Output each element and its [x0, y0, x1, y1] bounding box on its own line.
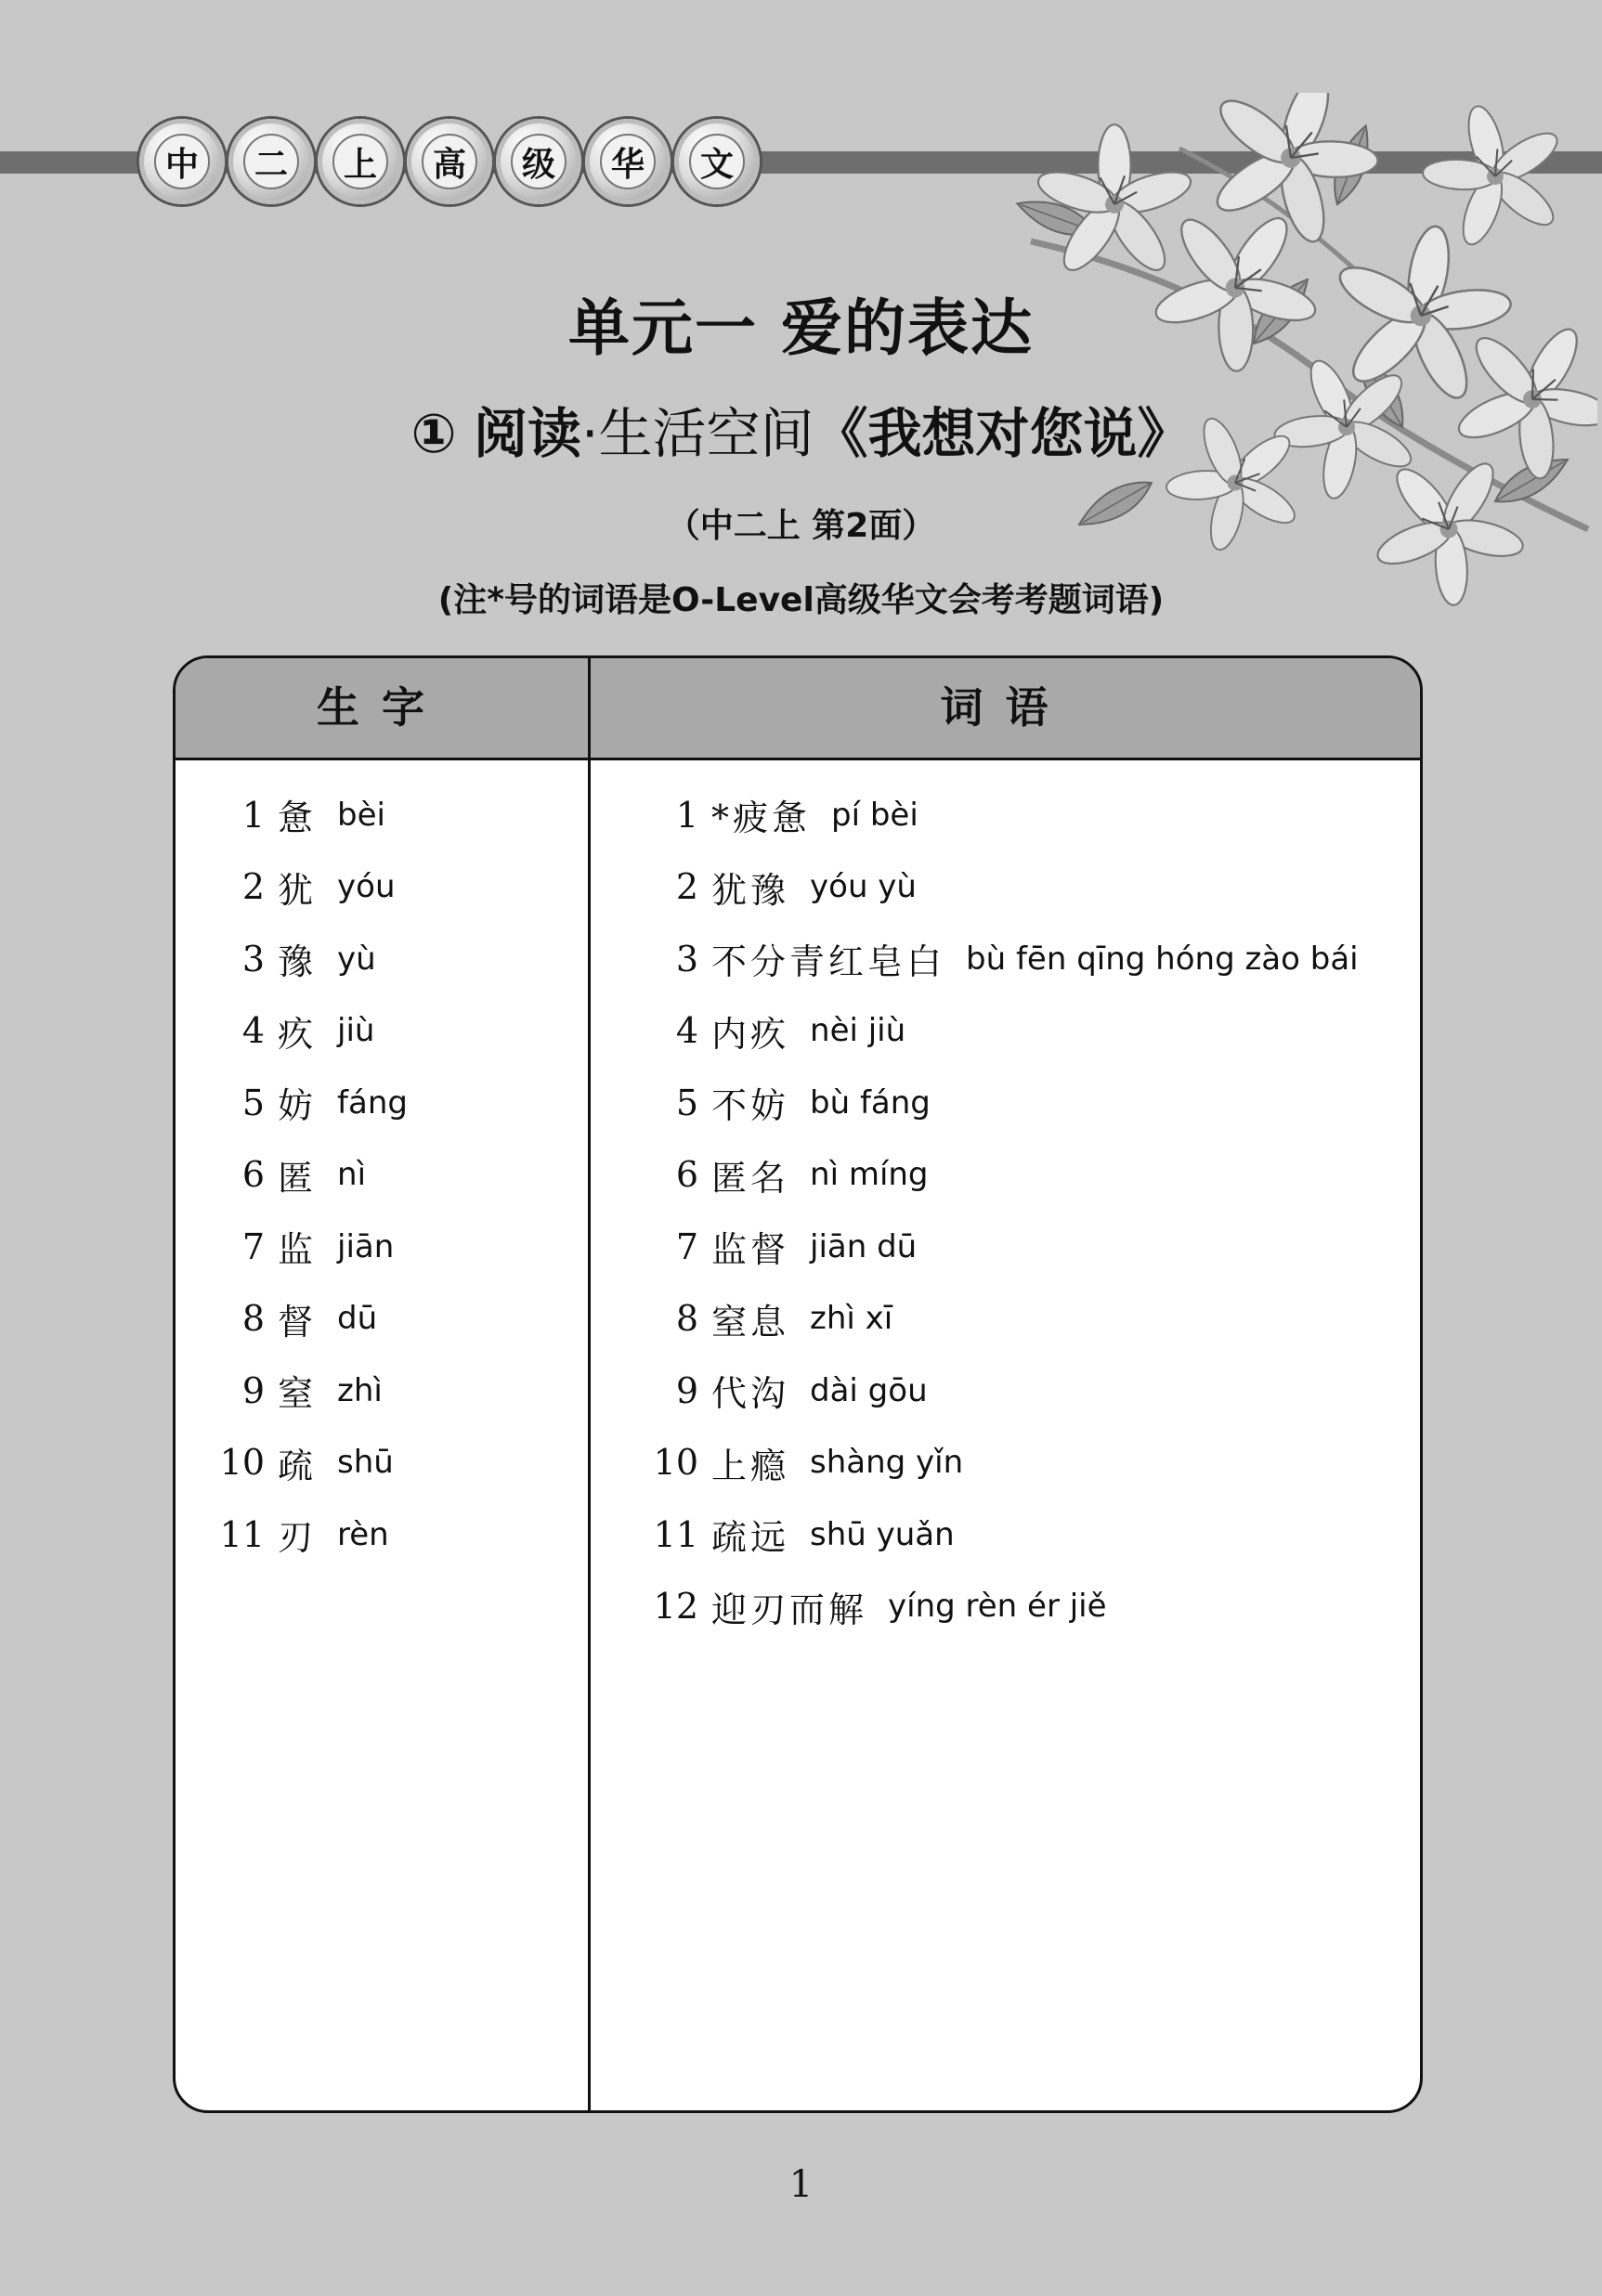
pinyin: yù: [337, 940, 376, 978]
pinyin: shàng yǐn: [810, 1444, 964, 1482]
character-row: [176, 1067, 588, 1139]
item-number: 6: [675, 1154, 698, 1196]
unit-title: 单元一 爱的表达: [568, 292, 1034, 364]
pinyin: jiān: [337, 1227, 395, 1265]
word-row: [591, 1139, 1423, 1212]
character-row: [176, 1355, 588, 1427]
item-number: 1: [675, 794, 698, 836]
character-row: [176, 923, 588, 995]
series-badge: [228, 119, 314, 204]
item-number: 9: [241, 1369, 265, 1411]
pinyin: shū yuǎn: [810, 1515, 955, 1553]
word-row: [591, 1283, 1423, 1356]
item-number: 10: [653, 1442, 698, 1484]
item-number: 3: [675, 938, 698, 979]
item-number: 1: [241, 794, 265, 836]
character: 窒: [278, 1373, 318, 1415]
item-number: 8: [675, 1298, 698, 1340]
item-number: 7: [241, 1226, 265, 1267]
item-number: 5: [241, 1082, 265, 1123]
word-row: [591, 1211, 1423, 1283]
item-number: 6: [241, 1154, 265, 1196]
word: 代沟: [711, 1373, 790, 1415]
characters-list: [176, 779, 588, 1571]
pinyin: jiù: [337, 1012, 375, 1050]
lesson-section: 生活空间: [598, 402, 814, 465]
page-number: 1: [788, 2163, 814, 2206]
character: 疏: [278, 1445, 318, 1486]
character: 犹: [278, 869, 318, 911]
pinyin: nì míng: [810, 1156, 929, 1194]
character: 疚: [278, 1013, 318, 1055]
character-row: [176, 1498, 588, 1571]
item-number: 10: [219, 1442, 265, 1484]
series-badge: [318, 119, 403, 204]
pinyin: bù fēn qīng hóng zào bái: [966, 940, 1359, 978]
words-header: 词语: [940, 682, 1071, 733]
textbook-reference: （中二上 第2面）: [666, 507, 936, 545]
item-number: 4: [675, 1010, 698, 1052]
word: 监督: [711, 1229, 790, 1271]
lesson-number: ①: [410, 402, 457, 465]
pinyin: bèi: [337, 796, 385, 834]
character-row: [176, 851, 588, 924]
character-row: [176, 1283, 588, 1356]
character: 匿: [278, 1157, 318, 1199]
series-char: 文: [689, 134, 745, 189]
pinyin: shū: [337, 1444, 394, 1482]
item-number: 7: [675, 1226, 698, 1267]
character-row: [176, 1139, 588, 1212]
vocab-table: [173, 655, 1423, 2113]
character: 督: [278, 1301, 318, 1343]
word-row: [591, 1427, 1423, 1499]
pinyin: bù fáng: [810, 1083, 931, 1122]
pinyin: yíng rèn ér jiě: [888, 1588, 1107, 1626]
characters-header: 生字: [317, 682, 447, 733]
pinyin: jiān dū: [810, 1227, 918, 1265]
item-number: 12: [653, 1586, 698, 1628]
item-number: 2: [241, 866, 265, 908]
words-list: [591, 779, 1423, 1642]
word-row: [591, 1571, 1423, 1643]
series-badge: [674, 119, 760, 204]
character: 刃: [278, 1517, 318, 1559]
word-row: [591, 851, 1423, 924]
pinyin: dū: [337, 1300, 378, 1338]
series-badge: [585, 119, 671, 204]
series-badge: [496, 119, 581, 204]
item-number: 11: [219, 1513, 265, 1555]
series-char: 高: [422, 134, 477, 189]
word: 内疚: [711, 1013, 790, 1055]
word: 窒息: [711, 1301, 790, 1343]
character: 监: [278, 1229, 318, 1271]
character-row: [176, 1211, 588, 1283]
word: 犹豫: [711, 869, 790, 911]
lesson-name: 《我想对您说》: [814, 402, 1192, 465]
word: 不妨: [711, 1085, 790, 1127]
lesson-title: [0, 390, 1602, 468]
pinyin: dài gōu: [810, 1371, 928, 1409]
pinyin: nì: [337, 1156, 367, 1194]
pinyin: pí bèi: [831, 796, 918, 834]
item-number: 5: [675, 1082, 698, 1123]
pinyin: yóu yù: [810, 868, 917, 906]
word-row: [591, 1498, 1423, 1571]
table-header: [176, 658, 1420, 760]
series-badges: [139, 119, 760, 204]
character: 妨: [278, 1085, 318, 1127]
series-char: 中: [154, 134, 210, 189]
lesson-kind: 阅读: [474, 402, 582, 465]
item-number: 8: [241, 1298, 265, 1340]
series-char: 二: [243, 134, 299, 189]
word: 不分青红皂白: [711, 941, 946, 983]
series-char: 华: [600, 134, 656, 189]
character-row: [176, 995, 588, 1068]
word: 上瘾: [711, 1445, 790, 1486]
word: 匿名: [711, 1157, 790, 1199]
word: 迎刃而解: [711, 1589, 868, 1630]
series-char: 级: [511, 134, 567, 189]
character-row: [176, 1427, 588, 1499]
pinyin: zhì xī: [810, 1300, 893, 1338]
series-badge: [407, 119, 492, 204]
item-number: 11: [653, 1513, 698, 1555]
item-number: 4: [241, 1010, 265, 1052]
pinyin: zhì: [337, 1371, 383, 1409]
word-row: [591, 1067, 1423, 1139]
pinyin: rèn: [337, 1515, 389, 1553]
pinyin: fáng: [337, 1083, 408, 1122]
word-row: [591, 1355, 1423, 1427]
pinyin: nèi jiù: [810, 1012, 906, 1050]
word: 疏远: [711, 1517, 790, 1559]
word-row: [591, 779, 1423, 851]
character: 惫: [278, 798, 318, 839]
item-number: 2: [675, 866, 698, 908]
lesson-separator: ·: [581, 402, 599, 465]
item-number: 9: [675, 1369, 698, 1411]
item-number: 3: [241, 938, 265, 979]
word-row: [591, 995, 1423, 1068]
series-char: 上: [332, 134, 388, 189]
word-row: [591, 923, 1423, 995]
word: *疲惫: [711, 798, 812, 839]
vocab-note: (注*号的词语是O-Level高级华文会考考题词语): [437, 581, 1165, 619]
character: 豫: [278, 941, 318, 983]
character-row: [176, 779, 588, 851]
pinyin: yóu: [337, 868, 396, 906]
series-badge: [139, 119, 225, 204]
